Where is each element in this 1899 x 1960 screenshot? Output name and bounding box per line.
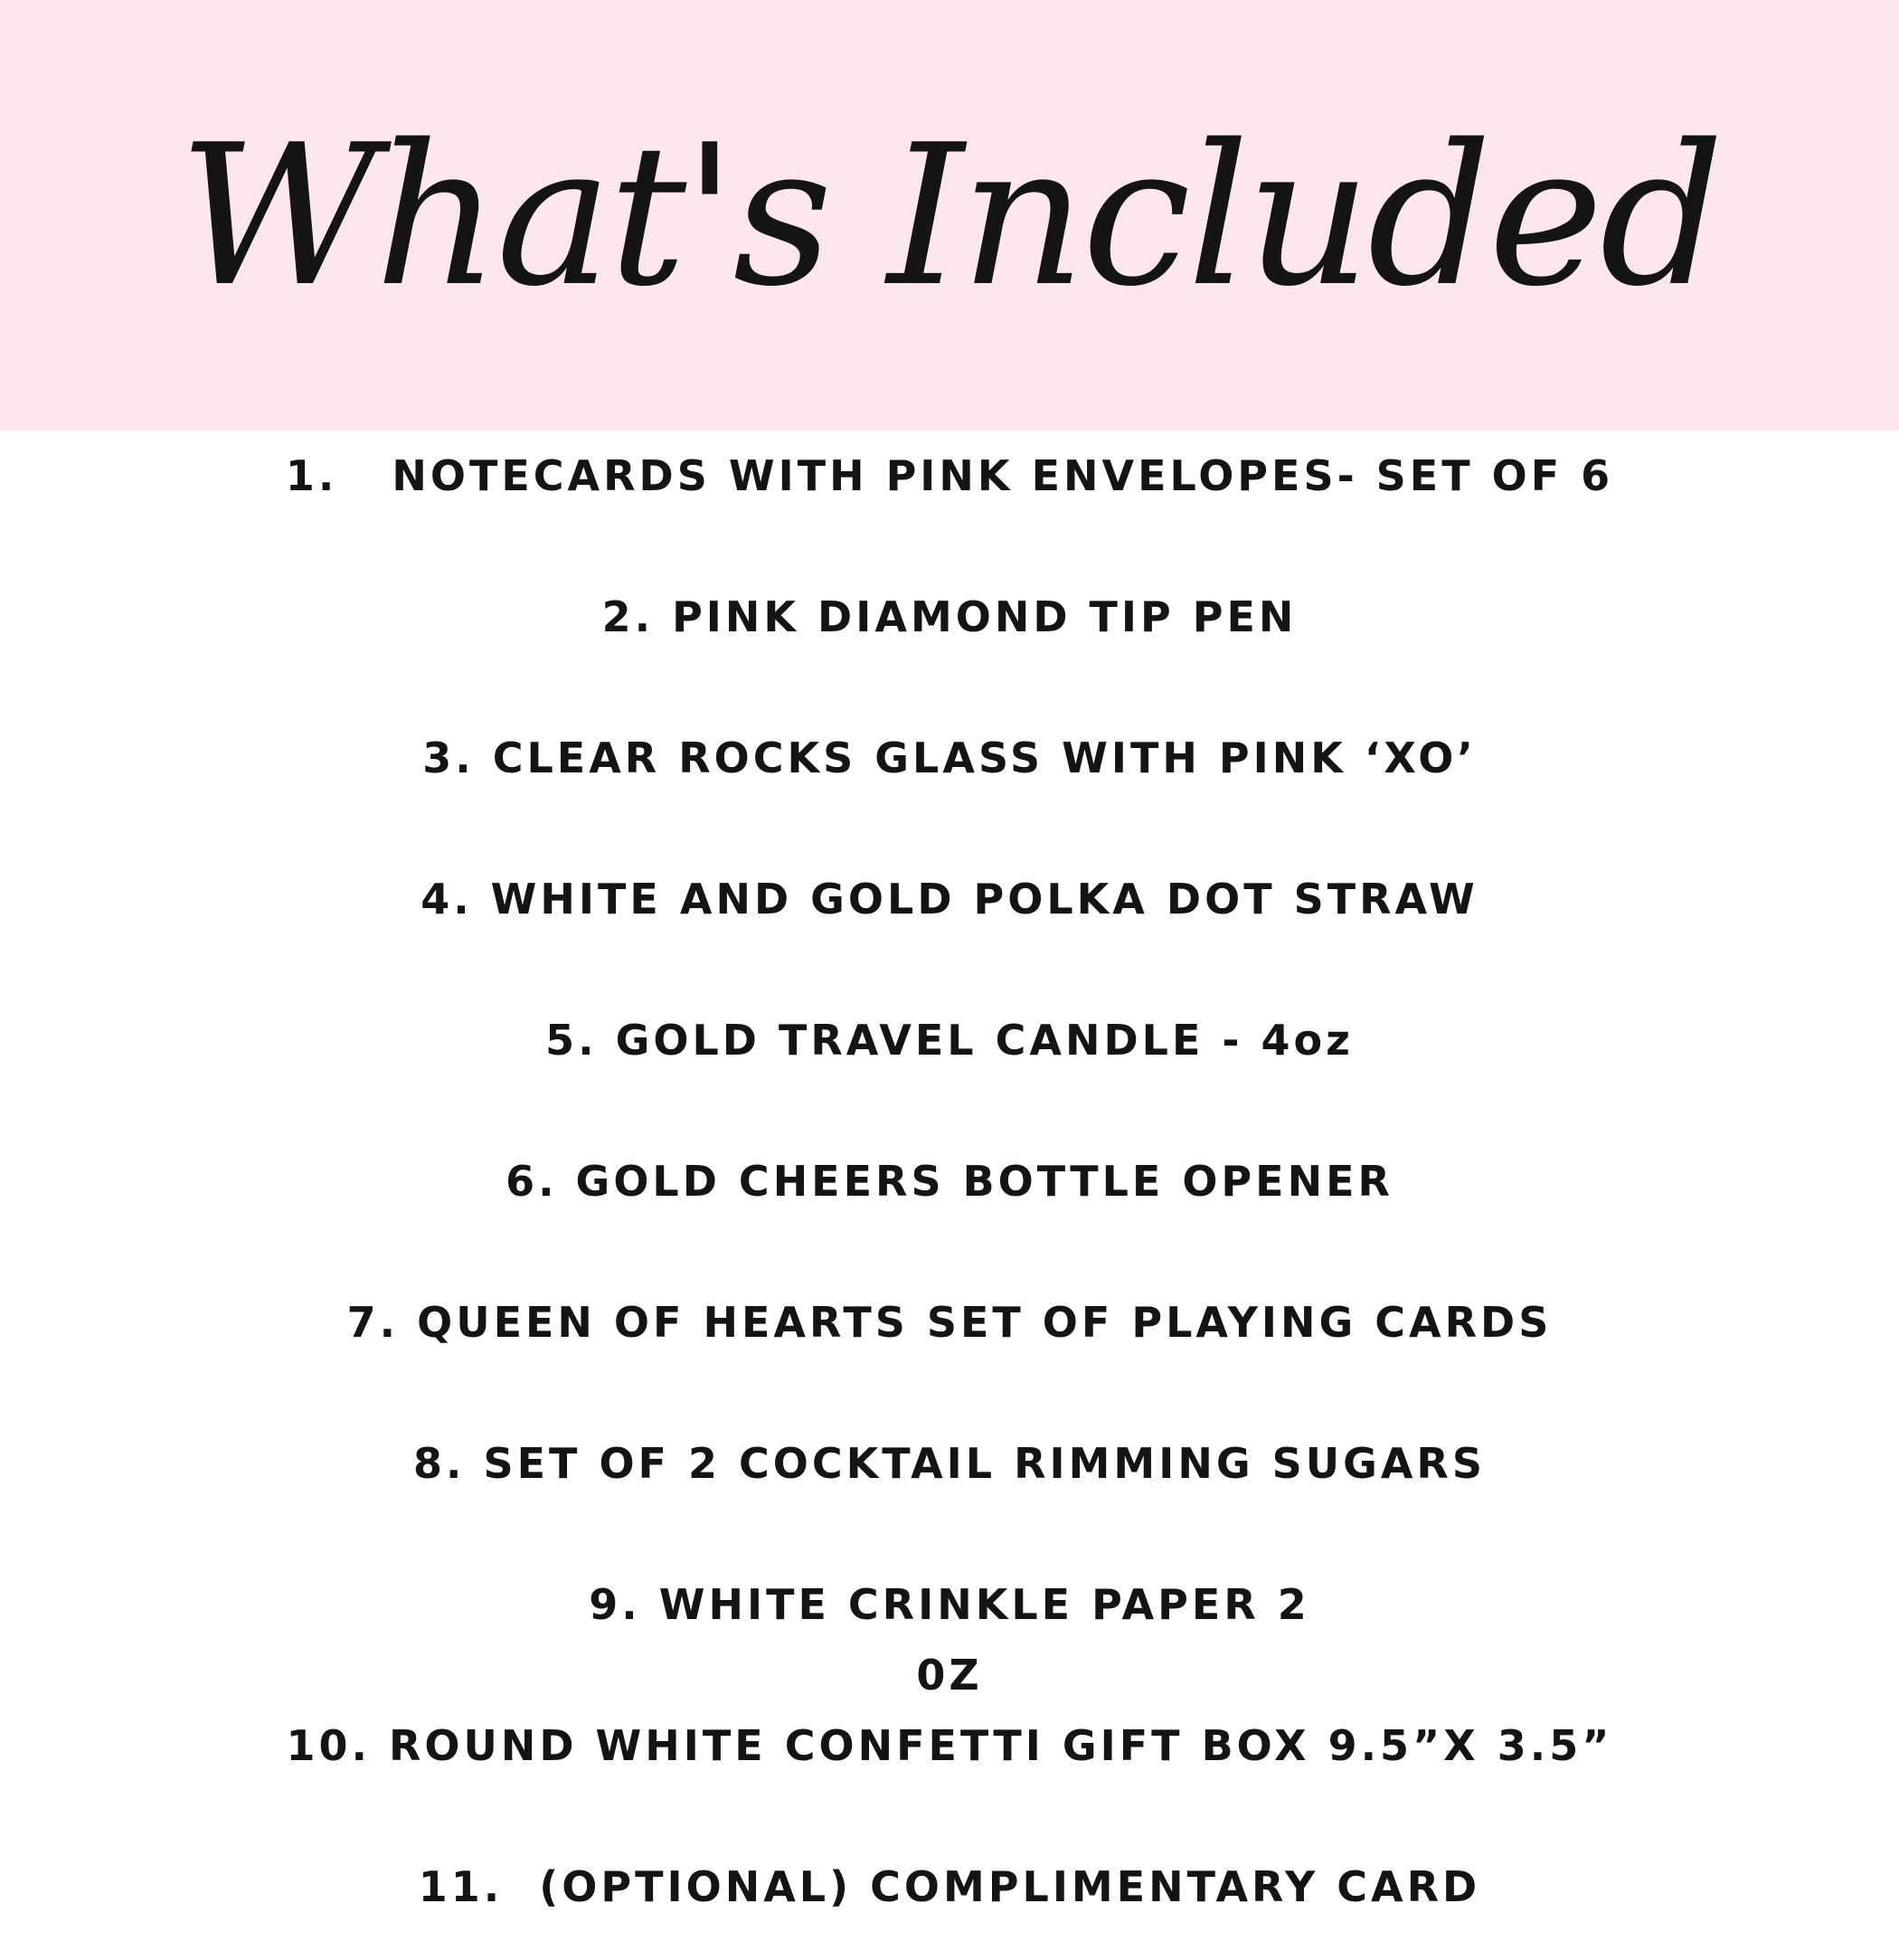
list-item: 11. (OPTIONAL) COMPLIMENTARY CARD	[418, 1862, 1481, 1911]
list-item: 7. QUEEN OF HEARTS SET OF PLAYING CARDS	[346, 1298, 1553, 1347]
list-item: 10. ROUND WHITE CONFETTI GIFT BOX 9.5”X 3.5”	[286, 1721, 1613, 1770]
list-item: 1. NOTECARDS WITH PINK ENVELOPES- SET OF 6	[285, 451, 1614, 500]
list-item: 9. WHITE CRINKLE PAPER 2	[589, 1580, 1310, 1629]
list-item: 4. WHITE AND GOLD POLKA DOT STRAW	[420, 875, 1479, 923]
list-item: 6. GOLD CHEERS BOTTLE OPENER	[505, 1157, 1394, 1206]
list-item: 3. CLEAR ROCKS GLASS WITH PINK ‘XO’	[422, 734, 1477, 782]
included-items-list	[0, 431, 1899, 1960]
list-item: 8. SET OF 2 COCKTAIL RIMMING SUGARS	[413, 1439, 1486, 1488]
list-item: 2. PINK DIAMOND TIP PEN	[601, 592, 1298, 641]
list-item: 0Z	[916, 1651, 983, 1700]
page-title: What's Included	[178, 101, 1721, 329]
list-item: 5. GOLD TRAVEL CANDLE - 4oz	[545, 1016, 1354, 1065]
